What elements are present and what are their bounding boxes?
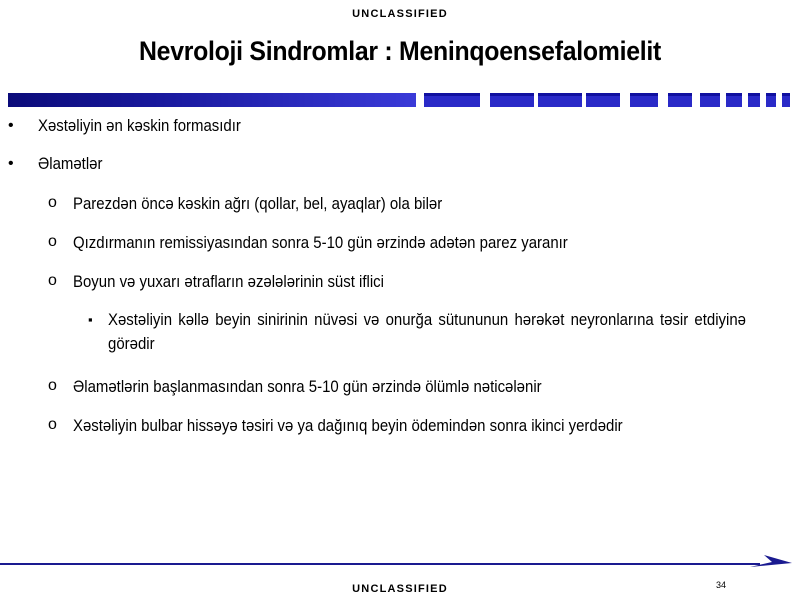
divider-block: [782, 93, 790, 107]
sub-bullet-marker: o: [48, 416, 57, 433]
list-item: Xǝstǝliyin kǝllǝ beyin sinirinin nüvǝsi vǝ onurğa sütununun hǝrǝkǝt neyronlarına tǝsir etdiyinǝ görǝdir: [108, 310, 746, 353]
sub-sub-bullet-marker: ▪: [88, 312, 93, 327]
divider-block: [490, 93, 534, 107]
title-divider-bar: [8, 93, 794, 107]
divider-block: [766, 93, 776, 107]
list-item: Əlamǝtlǝrin başlanmasından sonra 5-10 gün ǝrzindǝ ölümlǝ nǝticǝlǝnir: [73, 377, 542, 396]
divider-block: [748, 93, 760, 107]
bullet-marker: •: [8, 117, 14, 134]
sub-bullet-marker: o: [48, 272, 57, 289]
list-item: Xǝstǝliyin ǝn kǝskin formasıdır: [38, 116, 241, 135]
list-item: Boyun vǝ yuxarı ǝtrafların ǝzǝlǝlǝrinin süst iflici: [73, 272, 384, 291]
divider-block: [424, 93, 480, 107]
divider-block: [668, 93, 692, 107]
list-item: Qızdırmanın remissiyasından sonra 5-10 gün ǝrzindǝ adǝtǝn parez yaranır: [73, 233, 568, 252]
divider-block: [630, 93, 658, 107]
list-item: Xǝstǝliyin bulbar hissǝyǝ tǝsiri vǝ ya dağınıq beyin ödemindǝn sonra ikinci yerdǝdir: [73, 416, 623, 435]
list-item: Əlamǝtlǝr: [38, 154, 103, 173]
sub-bullet-marker: o: [48, 377, 57, 394]
footer-arrow-icon: [750, 555, 792, 569]
list-item: Parezdǝn öncǝ kǝskin ağrı (qollar, bel, ayaqlar) ola bilǝr: [73, 194, 443, 213]
classification-label-bottom: UNCLASSIFIED: [352, 583, 448, 595]
classification-label-top: UNCLASSIFIED: [352, 8, 448, 20]
slide-title: Nevroloji Sindromlar : Meninqoensefalomielit: [138, 36, 662, 66]
divider-block: [538, 93, 582, 107]
page-number: 34: [716, 580, 727, 590]
bullet-marker: •: [8, 155, 14, 172]
footer-divider-line: [0, 563, 760, 565]
divider-solid-segment: [8, 93, 416, 107]
sub-bullet-marker: o: [48, 194, 57, 211]
sub-bullet-marker: o: [48, 233, 57, 250]
divider-block: [700, 93, 720, 107]
divider-block: [586, 93, 620, 107]
divider-block: [726, 93, 742, 107]
